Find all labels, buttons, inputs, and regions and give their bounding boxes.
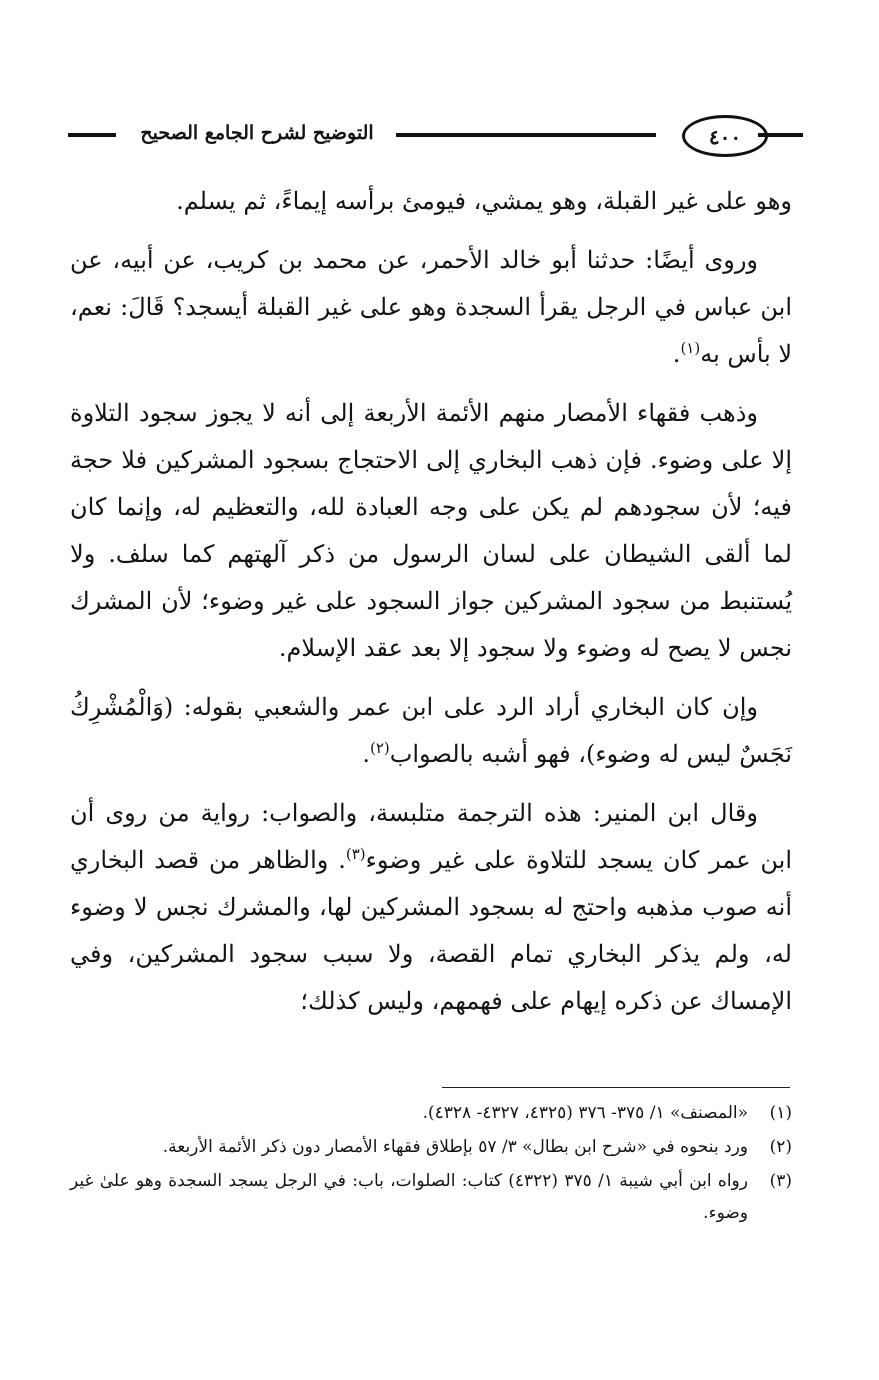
- running-title: التوضيح لشرح الجامع الصحيح: [140, 122, 374, 144]
- footnote-text: «المصنف» ١/ ٣٧٥- ٣٧٦ (٤٣٢٥، ٤٣٢٧- ٤٣٢٨).: [422, 1103, 748, 1123]
- main-text: [70, 178, 792, 1037]
- footnote: [70, 1097, 792, 1129]
- paragraph: وذهب فقهاء الأمصار منهم الأئمة الأربعة إلى أنه لا يجوز سجود التلاوة إلا على وضوء. فإن ذهب البخاري إلى الاحتجاج بسجود المشركين فلا حجة فيه؛ لأن سجودهم لم يكن على وجه العبادة لله، والتعظيم له، وإنما كان لما ألقى الشيطان على لسان الرسول من ذكر آلهتهم كما سلف. ولا يُستنبط من سجود المشركين جواز السجود على غير وضوء؛ لأن المشرك نجس لا يصح له وضوء ولا سجود إلا بعد عقد الإسلام.: [70, 399, 792, 662]
- footnote-text: رواه ابن أبي شيبة ١/ ٣٧٥ (٤٣٢٢) كتاب: الصلوات، باب: في الرجل يسجد السجدة وهو علىٰ غير وضوء.: [70, 1171, 748, 1223]
- footnote-number: (٢): [769, 1137, 792, 1157]
- paragraph: وهو على غير القبلة، وهو يمشي، فيومئ برأسه إيماءً، ثم يسلم.: [176, 187, 792, 215]
- header-rule-middle: [396, 133, 656, 137]
- paragraph: وقال ابن المنير: هذه الترجمة متلبسة، والصواب: رواية من روى أن ابن عمر كان يسجد للتلاوة على غير وضوء$^{(٣)}$. والظاهر من قصد البخاري أنه صوب مذهبه واحتج له بسجود المشركين لها، والمشرك نجس لا وضوء له، ولم يذكر البخاري تمام القصة، ولا سبب سجود المشركين، وفي الإمساك عن ذكره إيهام على فهمهم، وليس كذلك؛: [70, 799, 792, 1015]
- footnote-number: (١): [769, 1103, 792, 1123]
- footnote-separator: [442, 1087, 790, 1088]
- paragraph: وروى أيضًا: حدثنا أبو خالد الأحمر، عن محمد بن كريب، عن أبيه، عن ابن عباس في الرجل يقرأ السجدة وهو على غير القبلة أيسجد؟ قَالَ: نعم، لا بأس به$^{(١)}$.: [70, 246, 792, 368]
- footnote-text: ورد بنحوه في «شرح ابن بطال» ٣/ ٥٧ بإطلاق فقهاء الأمصار دون ذكر الأئمة الأربعة.: [162, 1137, 748, 1157]
- footnote-number: (٣): [769, 1171, 792, 1191]
- page-header: [68, 113, 803, 161]
- footnote-ref[interactable]: (٣): [345, 845, 366, 863]
- footnote-ref[interactable]: (١): [680, 339, 701, 357]
- page-number-frame: [682, 115, 768, 157]
- footnotes: [70, 1097, 792, 1231]
- footnote: [70, 1131, 792, 1163]
- page-number: ٤٠٠: [708, 125, 742, 149]
- footnote: [70, 1165, 792, 1229]
- header-rule-left: [68, 133, 116, 137]
- paragraph: وإن كان البخاري أراد الرد على ابن عمر والشعبي بقوله: (وَالْمُشْرِكُ نَجَسٌ ليس له وضوء)، فهو أشبه بالصواب$^{(٢)}$.: [70, 693, 792, 768]
- header-rule-right: [758, 133, 803, 137]
- footnote-ref[interactable]: (٢): [369, 739, 390, 757]
